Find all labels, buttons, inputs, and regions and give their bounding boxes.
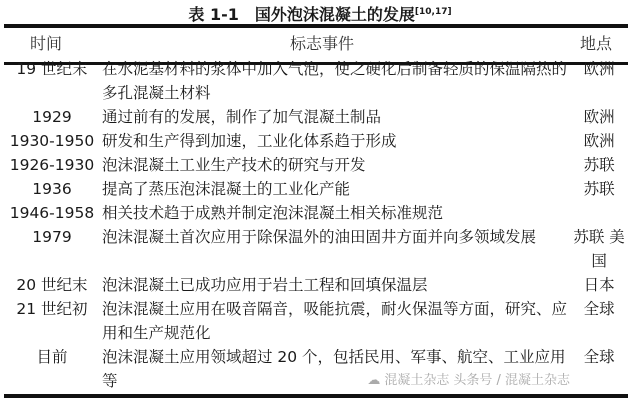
watermark-line2: 头条号 / 混凝土杂志 [453,373,570,388]
location-cell: 欧洲 [583,60,615,78]
time-cell: 19 世纪末 [16,60,88,78]
table-row [4,273,628,297]
time-cell: 1979 [32,228,72,246]
caption-reference: [10,17] [414,7,452,17]
location-cell: 苏联 [583,180,615,198]
watermark-line1: 混凝土杂志 [384,373,450,388]
event-cell: 泡沫混凝土首次应用于除保温外的油田固井方面并向多领域发展 [101,228,536,246]
location-cell [570,201,628,225]
time-cell: 20 世纪末 [16,276,88,294]
time-cell: 1926-1930 [9,156,95,174]
location-cell: 全球 [583,300,615,318]
location-cell: 苏联 美国 [573,228,625,270]
time-cell: 1946-1958 [9,204,95,222]
header-time: 时间 [30,34,63,53]
caption-text: 表 1-1 国外泡沫混凝土的发展 [188,5,415,24]
watermark [330,371,570,391]
event-cell: 泡沫混凝土应用在吸音隔音，吸能抗震，耐火保温等方面，研究、应用和生产规范化 [101,300,567,342]
event-cell: 相关技术趋于成熟并制定泡沫混凝土相关标准规范 [101,204,443,222]
time-cell: 目前 [36,348,68,366]
time-cell: 1936 [32,180,72,198]
table-row [4,129,628,153]
event-cell: 泡沫混凝土工业生产技术的研究与开发 [101,156,366,174]
table-row [4,297,628,345]
header-event: 标志事件 [290,34,355,53]
watermark-logo-icon: ☁ [367,373,381,388]
event-cell: 提高了蒸压泡沫混凝土的工业化产能 [101,180,350,198]
header-location: 地点 [580,34,613,53]
event-cell: 泡沫混凝土已成功应用于岩土工程和回填保温层 [101,276,428,294]
bottom-rule [4,394,628,398]
event-cell: 在水泥基材料的浆体中加入气泡，使之硬化后制备轻质的保温隔热的多孔混凝土材料 [101,60,567,102]
table-row [4,153,628,177]
event-cell: 泡沫混凝土应用领域超过 20 个，包括民用、军事、航空、工业应用等 [101,348,566,390]
event-cell: 通过前有的发展，制作了加气混凝土制品 [101,108,381,126]
development-table [4,57,628,393]
table-row [4,177,628,201]
location-cell: 欧洲 [583,108,615,126]
event-cell: 研发和生产得到加速，工业化体系趋于形成 [101,132,397,150]
location-cell: 日本 [583,276,615,294]
location-cell: 全球 [583,348,615,366]
table-row [4,225,628,273]
location-cell: 苏联 [583,156,615,174]
location-cell: 欧洲 [583,132,615,150]
time-cell: 1930-1950 [9,132,95,150]
time-cell: 1929 [32,108,72,126]
table-row [4,57,628,105]
table-row [4,105,628,129]
table-caption [0,2,640,25]
table-row [4,201,628,225]
time-cell: 21 世纪初 [16,300,88,318]
